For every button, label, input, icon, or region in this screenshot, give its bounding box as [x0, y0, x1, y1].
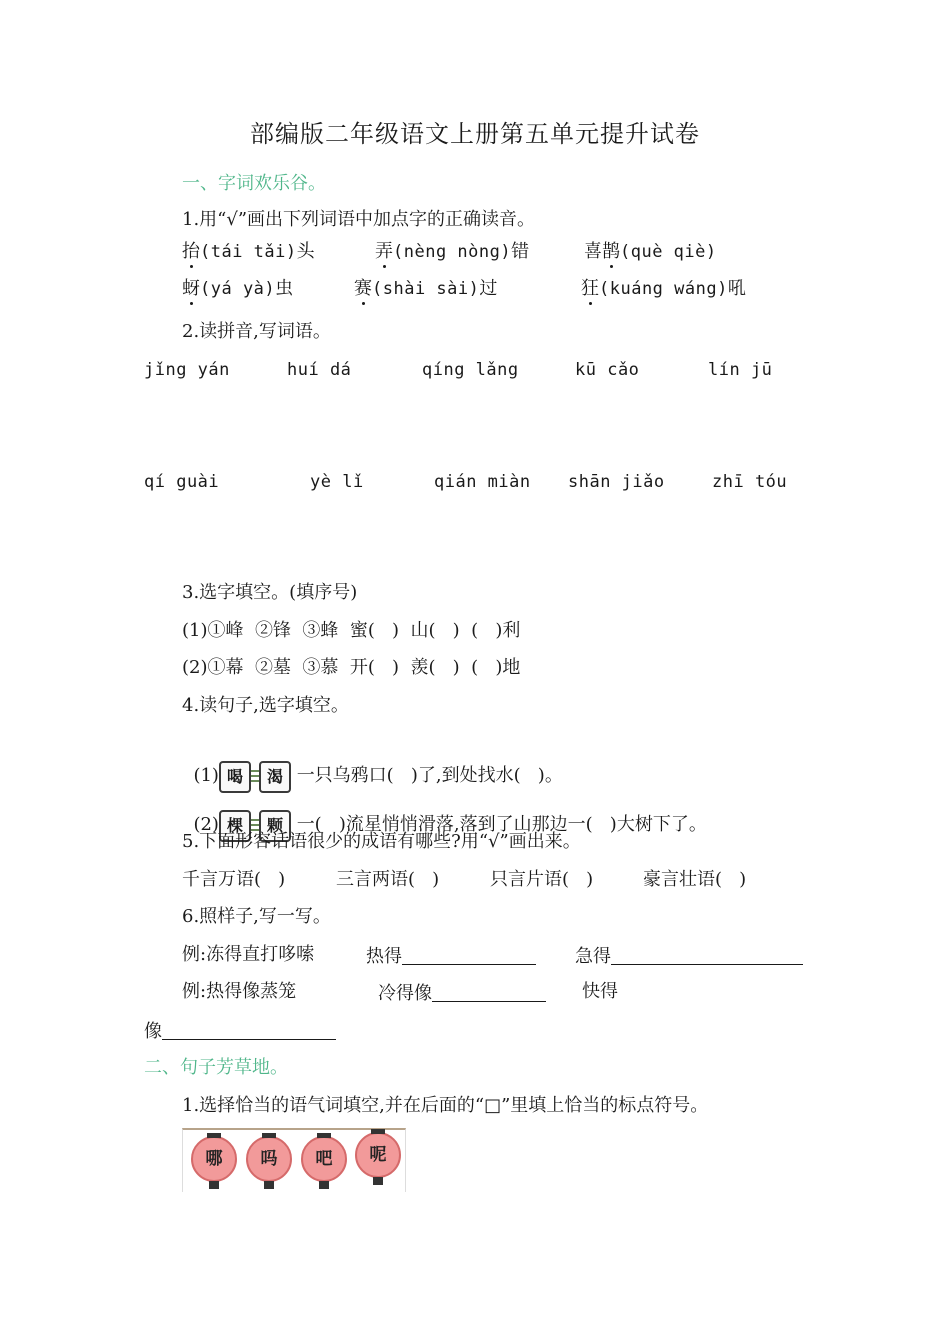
q4-line: (2) 棵 颗 一( )流星悄悄滑落,落到了山那边一( )大树下了。 [182, 780, 707, 840]
dotted-char: 鹊 [602, 241, 620, 262]
q3-line: (2)①幕 ②墓 ③慕 开( ) 羡( ) ( )地 [182, 657, 521, 678]
s2q1-prompt: 1.选择恰当的语气词填空,并在后面的“□”里填上恰当的标点符号。 [182, 1095, 709, 1116]
pinyin-word: qí guài [144, 472, 220, 492]
q1-prompt: 1.用“√”画出下列词语中加点字的正确读音。 [182, 209, 536, 230]
idiom-option: 三言两语( ) [336, 869, 440, 890]
dotted-char: 狂 [581, 278, 599, 299]
lantern-illustration [182, 1128, 406, 1192]
idiom-option: 豪言壮语( ) [643, 869, 747, 890]
q1-item: 狂(kuáng wáng)吼 [581, 278, 746, 299]
lantern: 吗 [246, 1136, 292, 1182]
q5-prompt: 5.下面形容话语很少的成语有哪些?用“√”画出来。 [182, 831, 581, 852]
q1-item: 赛(shài sài)过 [354, 278, 498, 299]
q6-prompt: 6.照样子,写一写。 [182, 906, 331, 927]
q6-example: 例:热得像蒸笼 [182, 981, 297, 1002]
q1-item: 弄(nèng nòng)错 [375, 241, 530, 262]
q6-blank: 冷得像 [378, 983, 546, 1003]
pinyin-word: huí dá [287, 360, 352, 380]
answer-line[interactable] [402, 946, 536, 965]
q4-line: (1) 喝 渴 一只乌鸦口( )了,到处找水( )。 [182, 731, 563, 791]
dotted-char: 蚜 [182, 278, 200, 299]
pinyin-word: lín jū [708, 360, 773, 380]
pinyin-word: qián miàn [434, 472, 531, 492]
dotted-char: 抬 [182, 241, 200, 262]
q6-blank: 快得 [582, 981, 618, 1002]
lantern: 呢 [355, 1132, 401, 1178]
pinyin-word: yè lǐ [310, 472, 364, 492]
idiom-option: 只言片语( ) [490, 869, 594, 890]
q3-prompt: 3.选字填空。(填序号) [182, 582, 358, 603]
q1-item: 喜鹊(què qiè) [584, 241, 717, 262]
dotted-char: 赛 [354, 278, 372, 299]
q2-prompt: 2.读拼音,写词语。 [182, 321, 331, 342]
q6-blank: 热得 [366, 946, 536, 966]
answer-line[interactable] [611, 946, 803, 965]
pinyin-word: jǐng yán [144, 360, 230, 380]
answer-line[interactable] [162, 1021, 336, 1040]
char-pair-box: 喝 渴 [219, 761, 291, 791]
page-title: 部编版二年级语文上册第五单元提升试卷 [250, 120, 700, 148]
q6-blank: 急得 [575, 946, 803, 966]
idiom-option: 千言万语( ) [182, 869, 286, 890]
section-heading-2: 二、句子芳草地。 [144, 1057, 288, 1078]
lantern: 哪 [191, 1136, 237, 1182]
pinyin-word: zhī tóu [712, 472, 788, 492]
pinyin-word: qíng lǎng [422, 360, 519, 380]
dotted-char: 弄 [375, 241, 393, 262]
char-pair-box: 棵 颗 [219, 810, 291, 840]
q1-item: 蚜(yá yà)虫 [182, 278, 294, 299]
answer-line[interactable] [432, 983, 546, 1002]
section-heading-1: 一、字词欢乐谷。 [182, 173, 326, 194]
q4-prompt: 4.读句子,选字填空。 [182, 695, 349, 716]
pinyin-word: kū cǎo [575, 360, 640, 380]
q3-line: (1)①峰 ②锋 ③蜂 蜜( ) 山( ) ( )利 [182, 620, 521, 641]
q6-blank: 像 [144, 1021, 336, 1041]
pinyin-word: shān jiǎo [568, 472, 665, 492]
q6-example: 例:冻得直打哆嗦 [182, 944, 315, 965]
q1-item: 抬(tái tǎi)头 [182, 241, 315, 262]
lantern: 吧 [301, 1136, 347, 1182]
